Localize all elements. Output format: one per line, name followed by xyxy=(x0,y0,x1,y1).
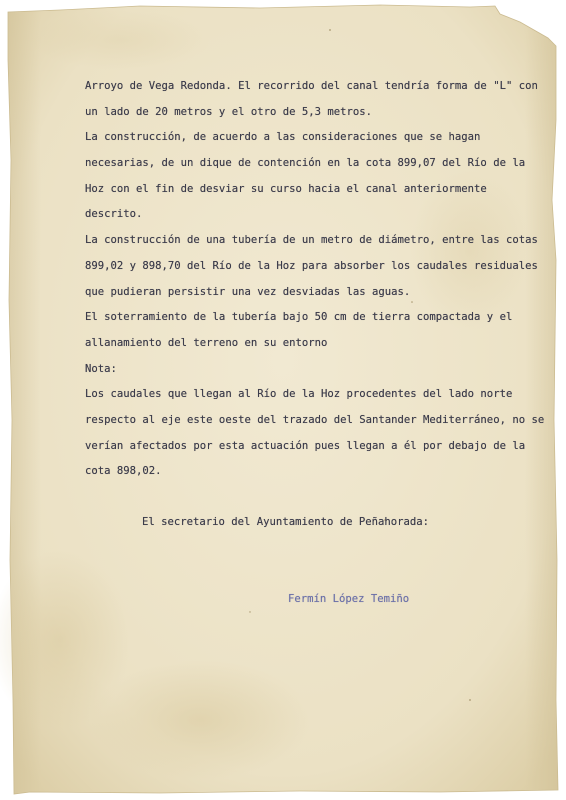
text-line: La construcción, de acuerdo a las consideraciones que se hagan xyxy=(85,131,481,143)
text-line: un lado de 20 metros y el otro de 5,3 metros. xyxy=(85,106,373,118)
text-line: allanamiento del terreno en su entorno xyxy=(85,337,328,349)
text-line: La construcción de una tubería de un metro de diámetro, entre las cotas xyxy=(85,234,538,246)
text-line: necesarias, de un dique de contención en la cota 899,07 del Río de la xyxy=(85,157,526,169)
text-line: descrito. xyxy=(85,208,143,220)
text-line: cota 898,02. xyxy=(85,465,162,477)
text-line: respecto al eje este oeste del trazado del Santander Mediterráneo, no se xyxy=(85,414,545,426)
text-line: verían afectados por esta actuación pues llegan a él por debajo de la xyxy=(85,440,526,452)
text-line: El soterramiento de la tubería bajo 50 cm de tierra compactada y el xyxy=(85,311,513,323)
secretary-title: El secretario del Ayuntamiento de Peñahorada: xyxy=(142,516,430,528)
text-line: Hoz con el fin de desviar su curso hacia el canal anteriormente xyxy=(85,183,487,195)
signature-name: Fermín López Temiño xyxy=(288,593,410,605)
text-line: Los caudales que llegan al Río de la Hoz procedentes del lado norte xyxy=(85,388,513,400)
note-heading: Nota: xyxy=(85,363,117,375)
text-line: Arroyo de Vega Redonda. El recorrido del canal tendría forma de "L" con xyxy=(85,80,538,92)
text-line: 899,02 y 898,70 del Río de la Hoz para absorber los caudales residuales xyxy=(85,260,538,272)
text-line: que pudieran persistir una vez desviadas las aguas. xyxy=(85,286,411,298)
